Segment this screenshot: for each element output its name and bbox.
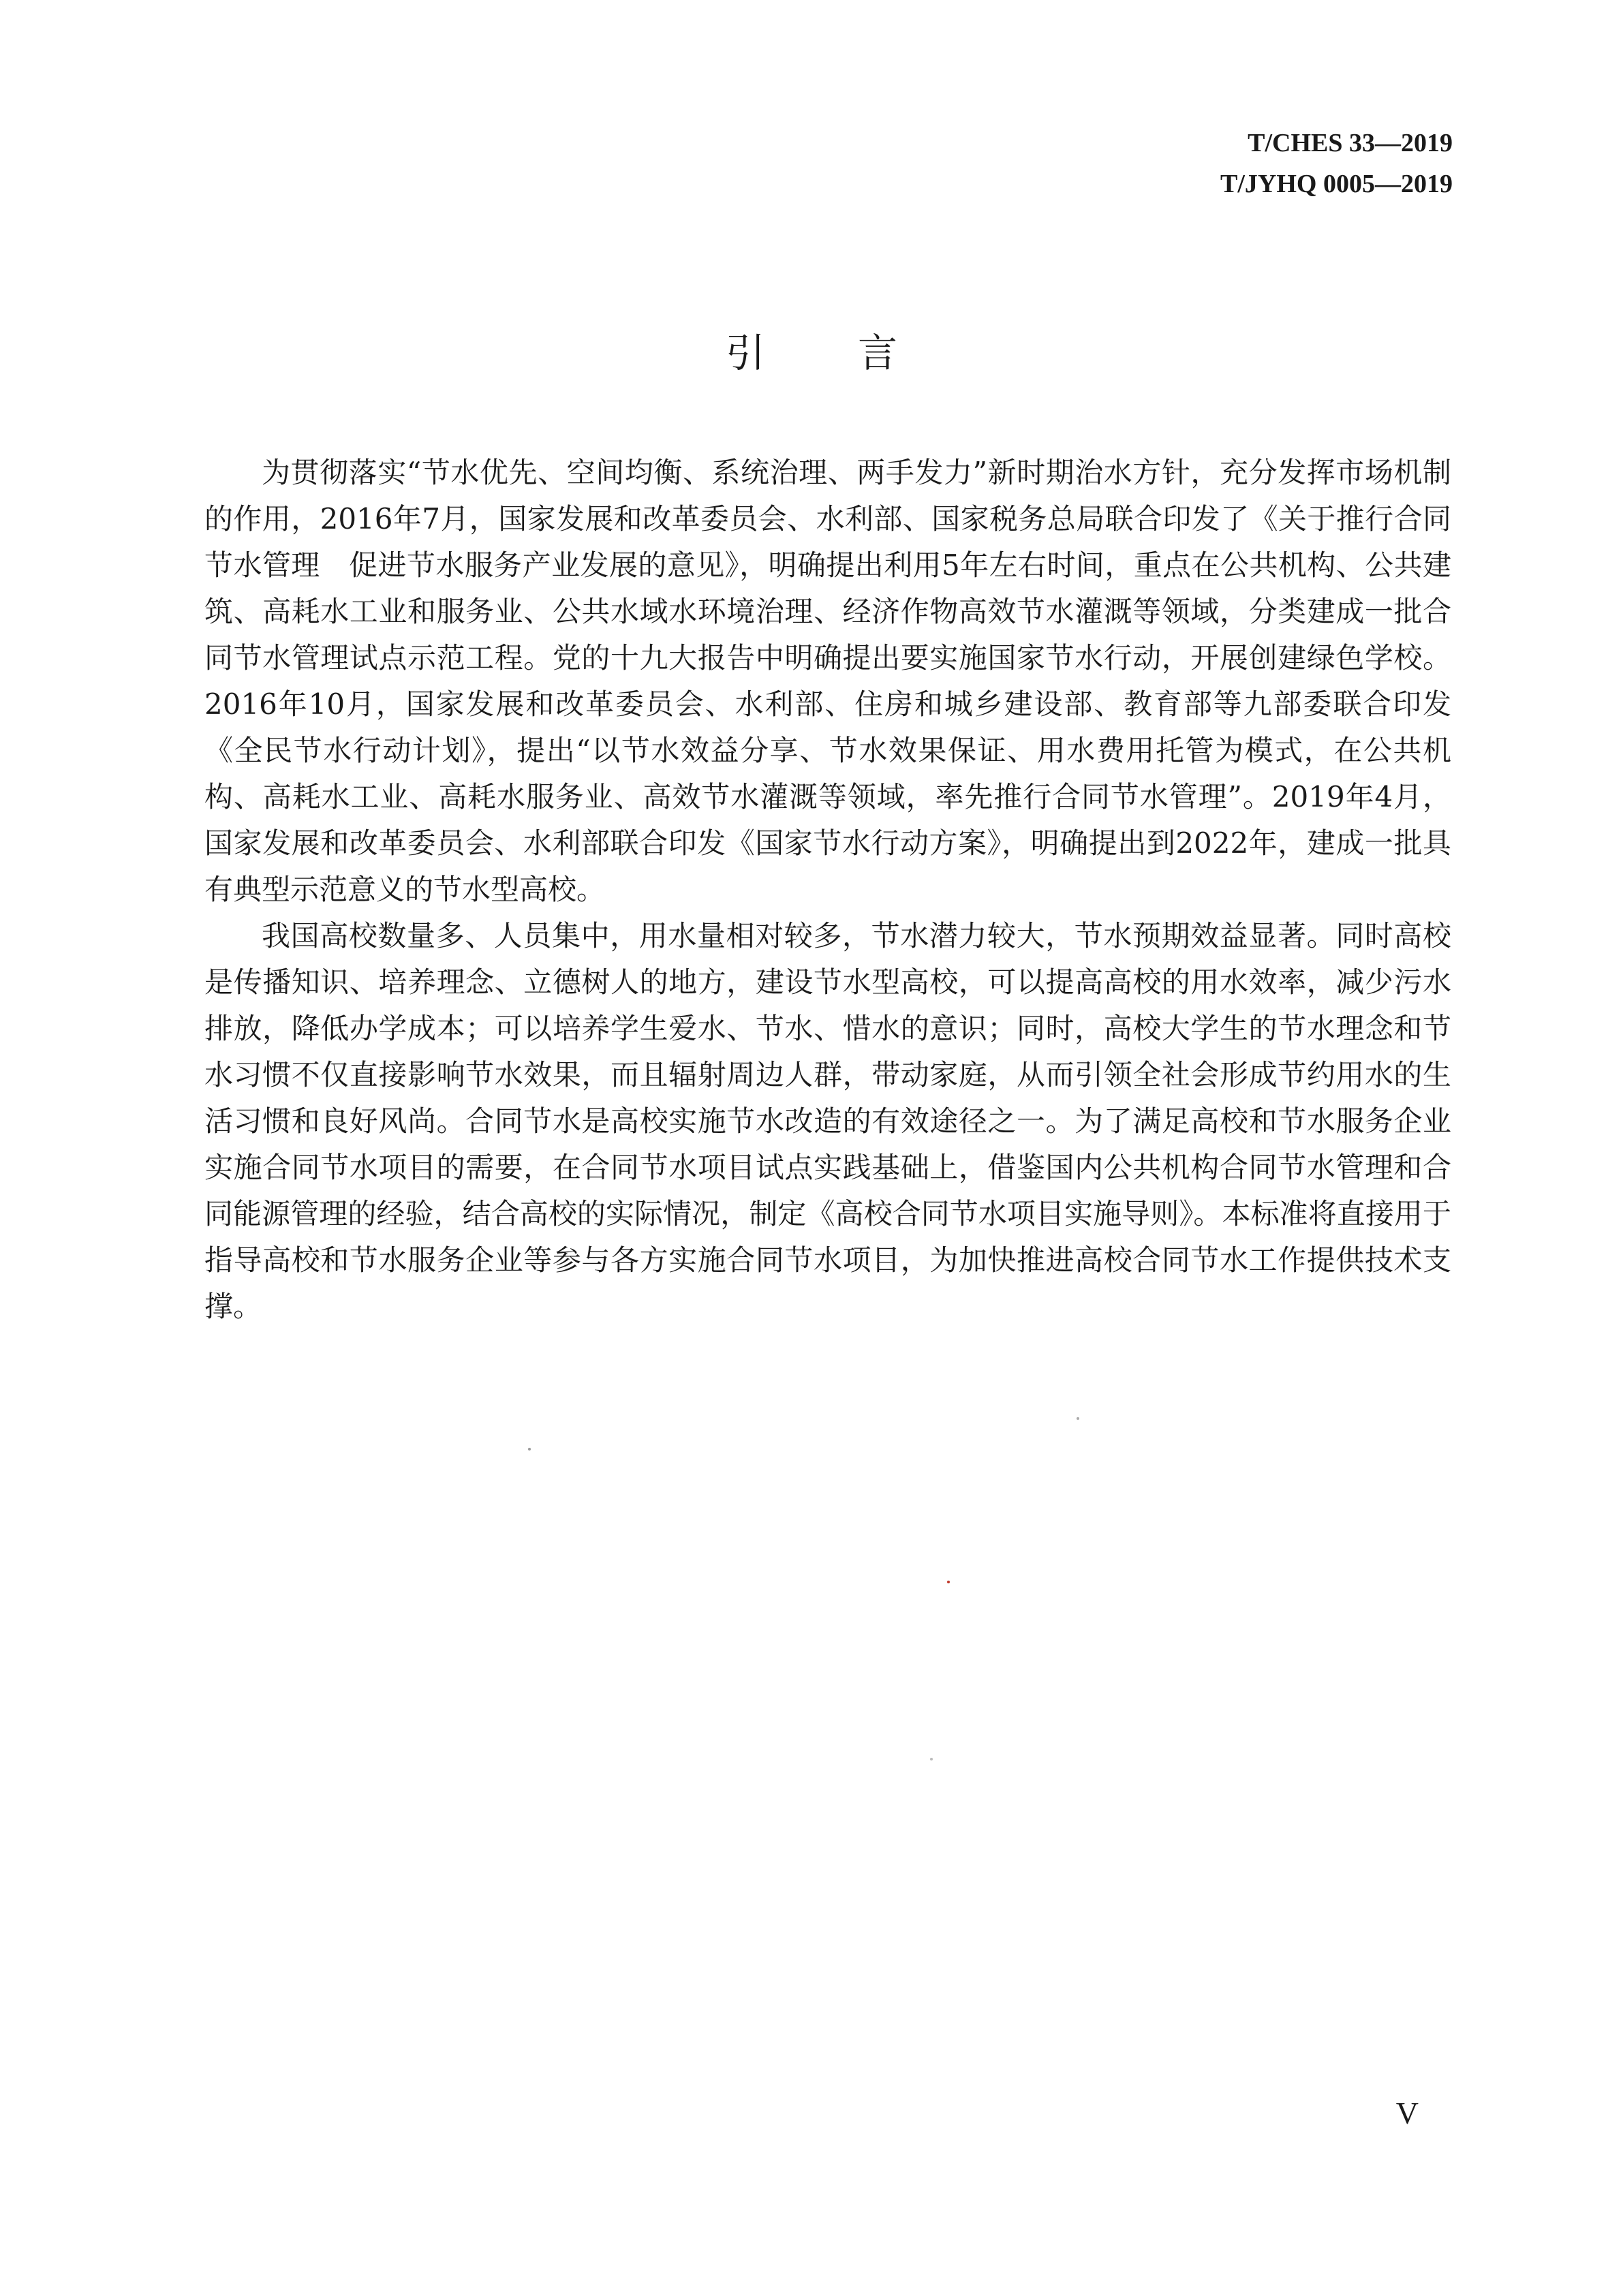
scan-speck	[528, 1448, 531, 1450]
standard-code-ches: T/CHES 33—2019	[1248, 129, 1453, 157]
paragraph-policy-background: 为贯彻落实“节水优先、空间均衡、系统治理、两手发力”新时期治水方针，充分发挥市场机制的作用，2016年7月，国家发展和改革委员会、水利部、国家税务总局联合印发了《关于推行合同节水管理 促进节水服务产业发展的意见》，明确提出利用5年左右时间，重点在公共机构、公共建筑、高耗水工业和服务业、公共水域水环境治理、经济作物高效节水灌溉等领域，分类建成一批合同节水管理试点示范工程。党的十九大报告中明确提出要实施国家节水行动，开展创建绿色学校。2016年10月，国家发展和改革委员会、水利部、住房和城乡建设部、教育部等九部委联合印发《全民节水行动计划》，提出“以节水效益分享、节水效果保证、用水费用托管为模式，在公共机构、高耗水工业、高耗水服务业、高效节水灌溉等领域，率先推行合同节水管理”。2019年4月，国家发展和改革委员会、水利部联合印发《国家节水行动方案》，明确提出到2022年，建成一批具有典型示范意义的节水型高校。	[204, 456, 1451, 906]
standard-codes	[1220, 123, 1453, 204]
scan-speck	[1077, 1417, 1079, 1420]
page-number: V	[1395, 2096, 1419, 2130]
scan-speck	[930, 1758, 933, 1760]
introduction-body	[204, 450, 1451, 1330]
standard-code-jyhq: T/JYHQ 0005—2019	[1220, 170, 1453, 198]
scan-speck	[947, 1581, 950, 1583]
paragraph-university-water-saving: 我国高校数量多、人员集中，用水量相对较多，节水潜力较大，节水预期效益显著。同时高校是传播知识、培养理念、立德树人的地方，建设节水型高校，可以提高高校的用水效率，减少污水排放，降低办学成本；可以培养学生爱水、节水、惜水的意识；同时，高校大学生的节水理念和节水习惯不仅直接影响节水效果，而且辐射周边人群，带动家庭，从而引领全社会形成节约用水的生活习惯和良好风尚。合同节水是高校实施节水改造的有效途径之一。为了满足高校和节水服务企业实施合同节水项目的需要，在合同节水项目试点实践基础上，借鉴国内公共机构合同节水管理和合同能源管理的经验，结合高校的实际情况，制定《高校合同节水项目实施导则》。本标准将直接用于指导高校和节水服务企业等参与各方实施合同节水项目，为加快推进高校合同节水工作提供技术支撑。	[204, 919, 1451, 1323]
page-title: 引言	[725, 330, 990, 376]
